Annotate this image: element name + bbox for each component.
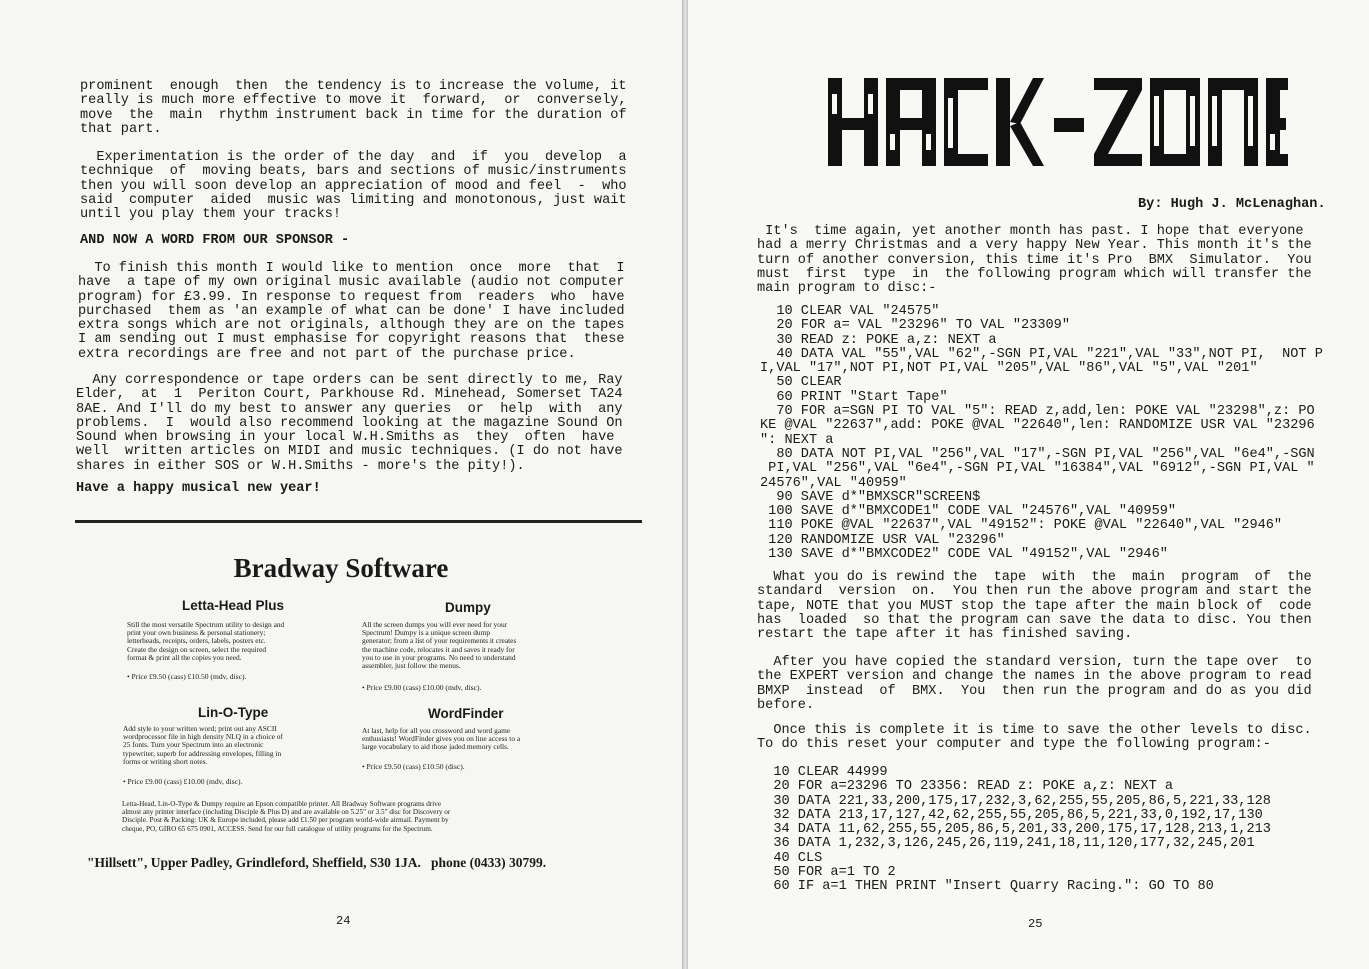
closing-line: Have a happy musical new year! bbox=[76, 481, 321, 496]
product-price-dumpy: • Price £9.00 (cass) £10.00 (mdv, disc). bbox=[362, 683, 482, 692]
product-name-lin-o-type: Lin-O-Type bbox=[198, 705, 269, 720]
left-paragraph-1: prominent enough then the tendency is to increase the volume, it really is much more effective to move it forward, or conversely, move the main rhythm instrument back in time for the duration of that part. bbox=[80, 79, 627, 137]
section-divider bbox=[75, 520, 642, 523]
product-price-letta-head: • Price £9.50 (cass) £10.50 (mdv, disc). bbox=[127, 672, 247, 681]
left-paragraph-4: Any correspondence or tape orders can be sent directly to me, Ray Elder, at 1 Periton Court, Parkhouse Rd. Minehead, Somerset TA24 8AE. And I'll do my best to answer any queries or help with any problems. I would also recommend looking at the magazine Sound On Sound when browsing in your local W.H.Smiths as they often have well written articles on MIDI and music techniques. (I do not have shares in either SOS or W.H.Smiths - more's the pity!). bbox=[76, 373, 623, 474]
sponsor-heading: AND NOW A WORD FROM OUR SPONSOR - bbox=[80, 233, 350, 248]
byline: By: Hugh J. McLenaghan. bbox=[1138, 197, 1326, 212]
left-paragraph-2: Experimentation is the order of the day and if you develop a technique of moving beats, bars and sections of music/instruments then you will soon develop an appreciation of mood and feel - who said computer aided music was limiting and monotonous, just wait until you play them your tracks! bbox=[80, 150, 627, 223]
left-paragraph-3: To finish this month I would like to mention once more that I have a tape of my own original music available (audio not computer program) for £3.99. In response to request from readers who have purchased them as 'an example of what can be done' I have included extra songs which are not originals, although they are on the tapes I am sending out I must emphasise for copyright reasons that these extra recordings are free and not part of the purchase price. bbox=[78, 261, 625, 362]
left-page bbox=[0, 0, 682, 969]
product-name-letta-head: Letta-Head Plus bbox=[182, 598, 285, 613]
advert-address: "Hillsett", Upper Padley, Grindleford, Sheffield, S30 1JA. phone (0433) 30799. bbox=[87, 855, 547, 870]
right-paragraph-2: What you do is rewind the tape with the main program of the standard version on. You then run the above program and start the tape, NOTE that you MUST stop the tape after the main block of code has loaded so that the program can save the data to disc. You then restart the tape after it has finished saving. bbox=[757, 570, 1312, 643]
right-paragraph-4: Once this is complete it is time to save the other levels to disc. To do this reset your computer and type the following program:- bbox=[757, 723, 1312, 753]
product-desc-wordfinder: At last, help for all you crossword and word game enthusiasts! WordFinder gives you on line access to a large vocabulary to aid those jaded memory cells. bbox=[362, 726, 521, 752]
product-name-wordfinder: WordFinder bbox=[428, 706, 504, 721]
product-price-wordfinder: • Price £9.50 (cass) £10.50 (disc). bbox=[362, 762, 465, 771]
right-page bbox=[688, 0, 1369, 969]
right-paragraph-3: After you have copied the standard version, turn the tape over to the EXPERT version and change the names in the above program to read BMXP instead of BMX. You then run the program and do as you did before. bbox=[757, 655, 1312, 713]
product-desc-dumpy: All the screen dumps you will ever need for your Spectrum! Dumpy is a unique screen dump generator; from a list of your requirements it creates the machine code, relocates it and saves it ready for you to use in your programs. No need to understand assembler, just follow the menus. bbox=[362, 620, 517, 671]
code-listing-1: 10 CLEAR VAL "24575" 20 FOR a= VAL "23296" TO VAL "23309" 30 READ z: POKE a,z: NEXT a 40 DATA VAL "55",VAL "62",-SGN PI,VAL "221",VAL "33",NOT PI, NOT P I,VAL "17",NOT PI,NOT PI,VAL "205",VAL "86",VAL "5",VAL "201" 50 CLEAR 60 PRINT "Start Tape" 70 FOR a=SGN PI TO VAL "5": READ z,add,len: POKE VAL "23298",z: PO KE @VAL "22637",add: POKE @VAL "22640",len: RANDOMIZE USR VAL "23296 ": NEXT a 80 DATA NOT PI,VAL "256",VAL "17",-SGN PI,VAL "256",VAL "6e4",-SGN PI,VAL "256",VAL "6e4",-SGN PI,VAL "16384",VAL "6912",-SGN PI,VAL " 24576",VAL "40959" 90 SAVE d*"BMXSCR"SCREEN$ 100 SAVE d*"BMXCODE1" CODE VAL "24576",VAL "40959" 110 POKE @VAL "22637",VAL "49152": POKE @VAL "22640",VAL "2946" 120 RANDOMIZE USR VAL "23296" 130 SAVE d*"BMXCODE2" CODE VAL "49152",VAL "2946" bbox=[760, 304, 1323, 563]
product-name-dumpy: Dumpy bbox=[445, 600, 491, 615]
product-desc-letta-head: Still the most versatile Spectrum utility to design and print your own business & personal stationery; letterheads, receipts, orders, labels, posters etc. Create the design on screen, select the required format & print all the copies you need. bbox=[127, 620, 285, 662]
advert-footnote: Letta-Head, Lin-O-Type & Dumpy require an Epson compatible printer. All Bradway Software programs drive almost any printer interface (including Disciple & Plus D) and are available on 5.25" or 3.5" disc for Discovery or Disciple. Post & Packing: UK & Europe included, please add £1.50 per program world-wide airmail. Payment by cheque, PO, GIRO 65 675 0901, ACCESS. Send for our full catalogue of utility programs for the Spectrum. bbox=[122, 800, 451, 833]
right-intro: It's time again, yet another month has past. I hope that everyone had a merry Christmas and a very happy New Year. This month it's the turn of another conversion, this time it's Pro BMX Simulator. You must first type in the following program which will transfer the main program to disc:- bbox=[757, 224, 1312, 297]
hack-zone-masthead bbox=[828, 70, 1288, 170]
product-price-lin-o-type: • Price £9.00 (cass) £10.00 (mdv, disc). bbox=[123, 777, 243, 786]
product-desc-lin-o-type: Add style to your written word; print out any ASCII wordprocessor file in high density NLQ in a choice of 25 fonts. Turn your Spectrum into an electronic typewriter, superb for addressing envelopes, filling in forms or writing short notes. bbox=[123, 724, 283, 766]
code-listing-2: 10 CLEAR 44999 20 FOR a=23296 TO 23356: READ z: POKE a,z: NEXT a 30 DATA 221,33,200,175,17,232,3,62,255,55,205,86,5,221,33,128 32 DATA 213,17,127,42,62,255,55,205,86,5,221,33,0,192,17,130 34 DATA 11,62,255,55,205,86,5,201,33,200,175,17,128,213,1,213 36 DATA 1,232,3,126,245,26,119,241,18,11,120,177,32,245,201 40 CLS 50 FOR a=1 TO 2 60 IF a=1 THEN PRINT "Insert Quarry Racing.": GO TO 80 bbox=[773, 765, 1271, 895]
advert-title: Bradway Software bbox=[233, 553, 449, 583]
page-number-right: 25 bbox=[1028, 917, 1043, 931]
page-number-left: 24 bbox=[336, 914, 351, 928]
